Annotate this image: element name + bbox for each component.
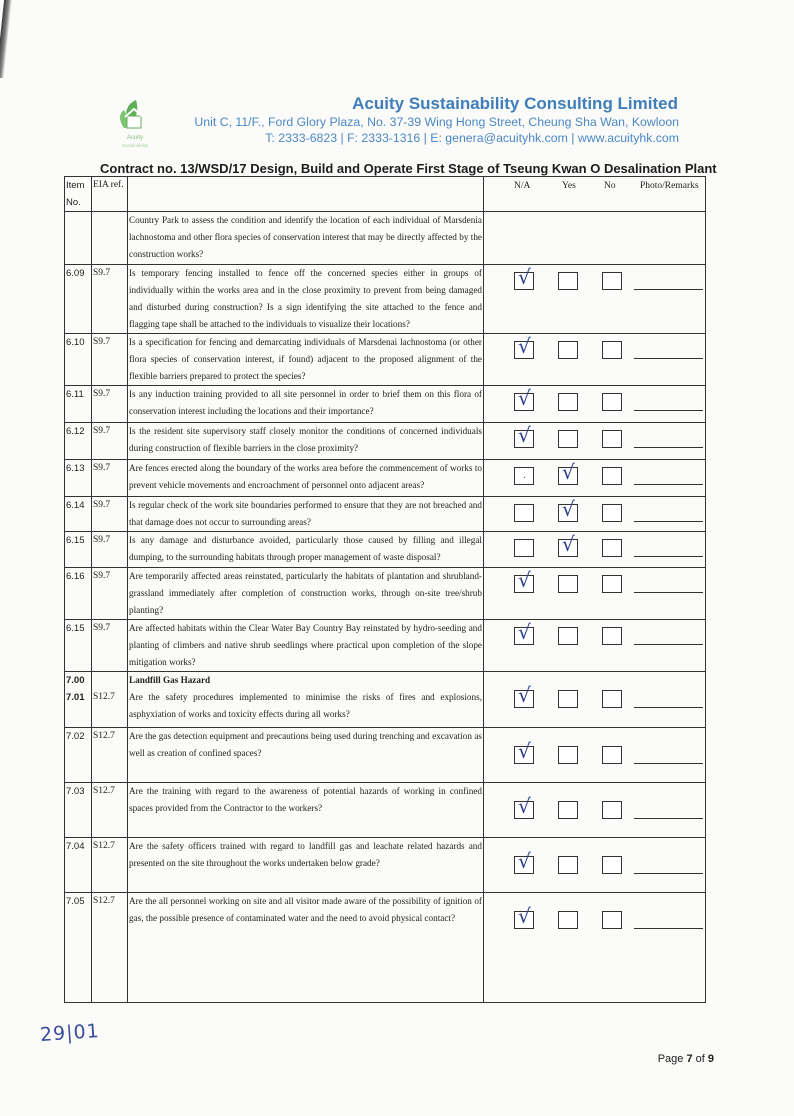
row-answer-options bbox=[484, 423, 706, 460]
tick-mark-icon: √ bbox=[518, 739, 531, 763]
checklist-row bbox=[65, 620, 706, 672]
checklist-row bbox=[65, 838, 706, 893]
remarks-line[interactable] bbox=[634, 521, 703, 522]
row-question bbox=[128, 620, 484, 672]
tick-mark-icon: √ bbox=[518, 794, 531, 818]
logo-subtext: Sustainability bbox=[121, 143, 149, 148]
row-answer-options bbox=[484, 838, 706, 893]
question-text: Are the safety officers trained with regard to landfill gas and leachate related hazards and presented on the site throughout the works undertaken below grade? bbox=[129, 841, 482, 868]
row-eia-ref: S9.7 bbox=[92, 265, 128, 334]
checkbox-yes[interactable] bbox=[558, 341, 578, 359]
checkbox-yes[interactable] bbox=[558, 532, 578, 557]
remarks-line[interactable] bbox=[634, 410, 703, 411]
checkbox-no[interactable] bbox=[602, 575, 622, 593]
row-answer-options bbox=[484, 728, 706, 783]
checkbox-na[interactable] bbox=[514, 794, 534, 819]
checkbox-na[interactable] bbox=[514, 683, 534, 708]
checkbox-yes[interactable] bbox=[558, 575, 578, 593]
checklist-row bbox=[65, 672, 706, 728]
remarks-line[interactable] bbox=[634, 556, 703, 557]
row-question bbox=[128, 838, 484, 893]
row-item-number: 7.05 bbox=[65, 893, 92, 1003]
row-item-number: 6.12 bbox=[65, 423, 92, 460]
checkbox-no[interactable] bbox=[602, 801, 622, 819]
checklist-row bbox=[65, 334, 706, 386]
row-item-number: 6.13 bbox=[65, 460, 92, 497]
checkbox-na[interactable] bbox=[514, 539, 534, 557]
question-text: Are fences erected along the boundary of the works area before the commencement of works to prevent vehicle movements and encroachment of personnel onto adjacent areas? bbox=[129, 463, 482, 490]
row-question bbox=[128, 334, 484, 386]
row-eia-ref: S12.7 bbox=[92, 728, 128, 783]
company-contact: T: 2333-6823 | F: 2333-1316 | E: genera@acuityhk.com | www.acuityhk.com bbox=[265, 131, 679, 145]
header-yes: Yes bbox=[562, 181, 576, 191]
tick-mark-icon: √ bbox=[518, 683, 531, 707]
row-answer-options bbox=[484, 672, 706, 728]
row-question bbox=[128, 460, 484, 497]
question-text: Country Park to assess the condition and identify the location of each individual of Marsdenia lachnostoma and other flora species of conservation interest that may be directly affected by the construction works? bbox=[129, 215, 482, 259]
company-address: Unit C, 11/F., Ford Glory Plaza, No. 37-39 Wing Hong Street, Cheung Sha Wan, Kowloon bbox=[194, 115, 679, 129]
stray-dot-mark: · bbox=[523, 473, 527, 484]
header-na: N/A bbox=[514, 181, 531, 191]
checkbox-no[interactable] bbox=[602, 467, 622, 485]
row-item-number: 6.15 bbox=[65, 620, 92, 672]
row-eia-ref: S12.7 bbox=[92, 838, 128, 893]
checkbox-yes[interactable] bbox=[558, 627, 578, 645]
checklist-row bbox=[65, 783, 706, 838]
question-text: Are affected habitats within the Clear Water Bay Country Bay reinstated by hydro-seeding and planting of climbers and native shrub seedlings where practical upon completion of the slope mitigation works? bbox=[129, 623, 482, 667]
checklist-row bbox=[65, 212, 706, 265]
row-item-number: 7.03 bbox=[65, 783, 92, 838]
question-text: Is any induction training provided to all site personnel in order to brief them on this flora of conservation interest including the locations and their importance? bbox=[129, 389, 482, 416]
row-item-number: 6.11 bbox=[65, 386, 92, 423]
row-eia-ref: S9.7 bbox=[92, 532, 128, 568]
checkbox-yes[interactable] bbox=[558, 801, 578, 819]
row-eia-ref: S12.7 bbox=[92, 672, 128, 728]
page-total: 9 bbox=[707, 1053, 714, 1065]
question-text: Are temporarily affected areas reinstated, particularly the habitats of plantation and shrubland-grassland immediately after completion of construction works, through on-site tree/shrub planting? bbox=[129, 571, 482, 615]
row-question bbox=[128, 532, 484, 568]
header-item: Item No. bbox=[65, 177, 92, 212]
tick-mark-icon: √ bbox=[562, 460, 575, 484]
tick-mark-icon: √ bbox=[518, 904, 531, 928]
row-eia-ref bbox=[92, 212, 128, 265]
question-text: Is regular check of the work site boundaries performed to ensure that they are not breached and that damage does not occur to surrounding areas? bbox=[129, 500, 482, 527]
checkbox-yes[interactable] bbox=[558, 690, 578, 708]
checkbox-no[interactable] bbox=[602, 504, 622, 522]
row-answer-options bbox=[484, 265, 706, 334]
header-options bbox=[484, 177, 706, 212]
row-answer-options bbox=[484, 212, 706, 265]
remarks-line[interactable] bbox=[634, 873, 703, 874]
tick-mark-icon: √ bbox=[562, 532, 575, 556]
row-item-number: 6.15 bbox=[65, 532, 92, 568]
checkbox-na[interactable] bbox=[514, 739, 534, 764]
checklist-row bbox=[65, 728, 706, 783]
checkbox-na[interactable] bbox=[514, 504, 534, 522]
row-eia-ref: S9.7 bbox=[92, 497, 128, 532]
checkbox-na[interactable] bbox=[514, 467, 534, 485]
tick-mark-icon: √ bbox=[518, 423, 531, 447]
checkbox-yes[interactable] bbox=[558, 746, 578, 764]
question-text: Are the all personnel working on site and all visitor made aware of the possibility of ignition of gas, the possible presence of contaminated water and the need to avoid physical contact? bbox=[129, 896, 482, 923]
checkbox-no[interactable] bbox=[602, 272, 622, 290]
remarks-line[interactable] bbox=[634, 763, 703, 764]
row-question bbox=[128, 728, 484, 783]
page-number bbox=[658, 1053, 714, 1065]
row-eia-ref: S9.7 bbox=[92, 620, 128, 672]
header-eia-ref: EIA ref. bbox=[92, 177, 128, 212]
row-eia-ref: S9.7 bbox=[92, 334, 128, 386]
checkbox-no[interactable] bbox=[602, 627, 622, 645]
row-item-number: 6.09 bbox=[65, 265, 92, 334]
checklist-row bbox=[65, 568, 706, 620]
header-remarks: Photo/Remarks bbox=[640, 181, 699, 191]
question-text: Is the resident site supervisory staff closely monitor the conditions of concerned individuals during construction of flexible barriers in the close proximity? bbox=[129, 426, 482, 453]
row-item-number: 7.02 bbox=[65, 728, 92, 783]
checklist-row bbox=[65, 497, 706, 532]
remarks-line[interactable] bbox=[634, 644, 703, 645]
checkbox-no[interactable] bbox=[602, 539, 622, 557]
row-answer-options bbox=[484, 532, 706, 568]
handwritten-note: 29|01 bbox=[39, 1019, 101, 1047]
checkbox-yes[interactable] bbox=[558, 497, 578, 522]
checkbox-yes[interactable] bbox=[558, 393, 578, 411]
checklist-row bbox=[65, 423, 706, 460]
tick-mark-icon: √ bbox=[518, 386, 531, 410]
row-answer-options bbox=[484, 568, 706, 620]
remarks-line[interactable] bbox=[634, 289, 703, 290]
checkbox-na[interactable] bbox=[514, 904, 534, 929]
header-row bbox=[65, 177, 706, 212]
question-text: Is a specification for fencing and demarcating individuals of Marsdenai lachnostoma (or other flora species of conservation interest, if found) adjacent to the proposed alignment of the flexible barriers prepared to protect the species? bbox=[129, 337, 482, 381]
checkbox-na[interactable] bbox=[514, 423, 534, 448]
remarks-line[interactable] bbox=[634, 484, 703, 485]
question-text: Are the safety procedures implemented to minimise the risks of fires and explosions, asphyxiation of works and toxicity effects during all works? bbox=[129, 692, 482, 719]
remarks-line[interactable] bbox=[634, 447, 703, 448]
section-heading: Landfill Gas Hazard bbox=[129, 675, 211, 685]
row-eia-ref: S9.7 bbox=[92, 423, 128, 460]
checkbox-na[interactable] bbox=[514, 849, 534, 874]
row-question bbox=[128, 265, 484, 334]
row-eia-ref: S9.7 bbox=[92, 460, 128, 497]
remarks-line[interactable] bbox=[634, 358, 703, 359]
row-answer-options bbox=[484, 460, 706, 497]
question-text: Are the training with regard to the awareness of potential hazards of working in confined spaces provided from the Contractor to the workers? bbox=[129, 786, 482, 813]
checkbox-yes[interactable] bbox=[558, 272, 578, 290]
checkbox-no[interactable] bbox=[602, 341, 622, 359]
row-item-number: 6.14 bbox=[65, 497, 92, 532]
checkbox-yes[interactable] bbox=[558, 460, 578, 485]
row-item-number: 7.00 7.01 bbox=[65, 672, 92, 728]
row-question bbox=[128, 568, 484, 620]
row-item-number: 6.10 bbox=[65, 334, 92, 386]
checklist-row bbox=[65, 532, 706, 568]
row-eia-ref: S12.7 bbox=[92, 893, 128, 1003]
checkbox-no[interactable] bbox=[602, 746, 622, 764]
tick-mark-icon: √ bbox=[562, 497, 575, 521]
row-answer-options bbox=[484, 497, 706, 532]
page-of: of bbox=[692, 1053, 708, 1065]
checkbox-na[interactable] bbox=[514, 265, 534, 290]
remarks-line[interactable] bbox=[634, 928, 703, 929]
checkbox-yes[interactable] bbox=[558, 430, 578, 448]
row-item-number: 6.16 bbox=[65, 568, 92, 620]
row-answer-options bbox=[484, 386, 706, 423]
company-logo bbox=[106, 94, 164, 150]
checkbox-no[interactable] bbox=[602, 393, 622, 411]
tick-mark-icon: √ bbox=[518, 849, 531, 873]
row-question bbox=[128, 893, 484, 1003]
checklist-row bbox=[65, 265, 706, 334]
row-answer-options bbox=[484, 334, 706, 386]
tick-mark-icon: √ bbox=[518, 265, 531, 289]
row-item-number: 7.04 bbox=[65, 838, 92, 893]
checkbox-na[interactable] bbox=[514, 386, 534, 411]
question-text: Is temporary fencing installed to fence off the concerned species either in groups of individually within the works area and in the close proximity to prevent from being damaged and disturbed during construction? Is a sign identifying the site attached to the fence and flagging tape shall be attached to the individuals to visualize their locations? bbox=[129, 268, 482, 329]
remarks-line[interactable] bbox=[634, 818, 703, 819]
row-question bbox=[128, 672, 484, 728]
remarks-line[interactable] bbox=[634, 707, 703, 708]
page-current: 7 bbox=[686, 1053, 693, 1065]
header-question bbox=[128, 177, 484, 212]
row-item-number bbox=[65, 212, 92, 265]
row-eia-ref: S9.7 bbox=[92, 386, 128, 423]
checkbox-no[interactable] bbox=[602, 911, 622, 929]
page-prefix: Page bbox=[657, 1053, 687, 1065]
row-answer-options bbox=[484, 783, 706, 838]
checkbox-na[interactable] bbox=[514, 334, 534, 359]
tick-mark-icon: √ bbox=[518, 620, 531, 644]
row-question bbox=[128, 783, 484, 838]
question-text: Are the gas detection equipment and precautions being used during trenching and excavation as well as creation of confined spaces? bbox=[129, 731, 482, 758]
checklist-row bbox=[65, 460, 706, 497]
row-question bbox=[128, 212, 484, 265]
checkbox-na[interactable] bbox=[514, 568, 534, 593]
header-no: No bbox=[604, 181, 616, 191]
checkbox-yes[interactable] bbox=[558, 911, 578, 929]
checkbox-no[interactable] bbox=[602, 856, 622, 874]
checkbox-no[interactable] bbox=[602, 430, 622, 448]
logo-text: Acuity bbox=[126, 135, 144, 141]
checklist-row bbox=[65, 386, 706, 423]
question-text: Is any damage and disturbance avoided, particularly those caused by filling and illegal dumping, to the surrounding habitats through proper management of waste disposal? bbox=[129, 535, 482, 562]
remarks-line[interactable] bbox=[634, 592, 703, 593]
row-eia-ref: S9.7 bbox=[92, 568, 128, 620]
company-name: Acuity Sustainability Consulting Limited bbox=[352, 94, 678, 113]
row-answer-options bbox=[484, 620, 706, 672]
row-question bbox=[128, 386, 484, 423]
checklist-table bbox=[64, 176, 706, 1003]
row-answer-options bbox=[484, 893, 706, 1003]
row-eia-ref: S12.7 bbox=[92, 783, 128, 838]
checkbox-na[interactable] bbox=[514, 620, 534, 645]
row-question bbox=[128, 423, 484, 460]
checkbox-yes[interactable] bbox=[558, 856, 578, 874]
scan-edge-artifact bbox=[0, 0, 12, 78]
checkbox-no[interactable] bbox=[602, 690, 622, 708]
tick-mark-icon: √ bbox=[518, 568, 531, 592]
row-question bbox=[128, 497, 484, 532]
contract-title: Contract no. 13/WSD/17 Design, Build and Operate First Stage of Tseung Kwan O Desalination Plant bbox=[100, 161, 717, 176]
tick-mark-icon: √ bbox=[518, 334, 531, 358]
checklist-row bbox=[65, 893, 706, 1003]
